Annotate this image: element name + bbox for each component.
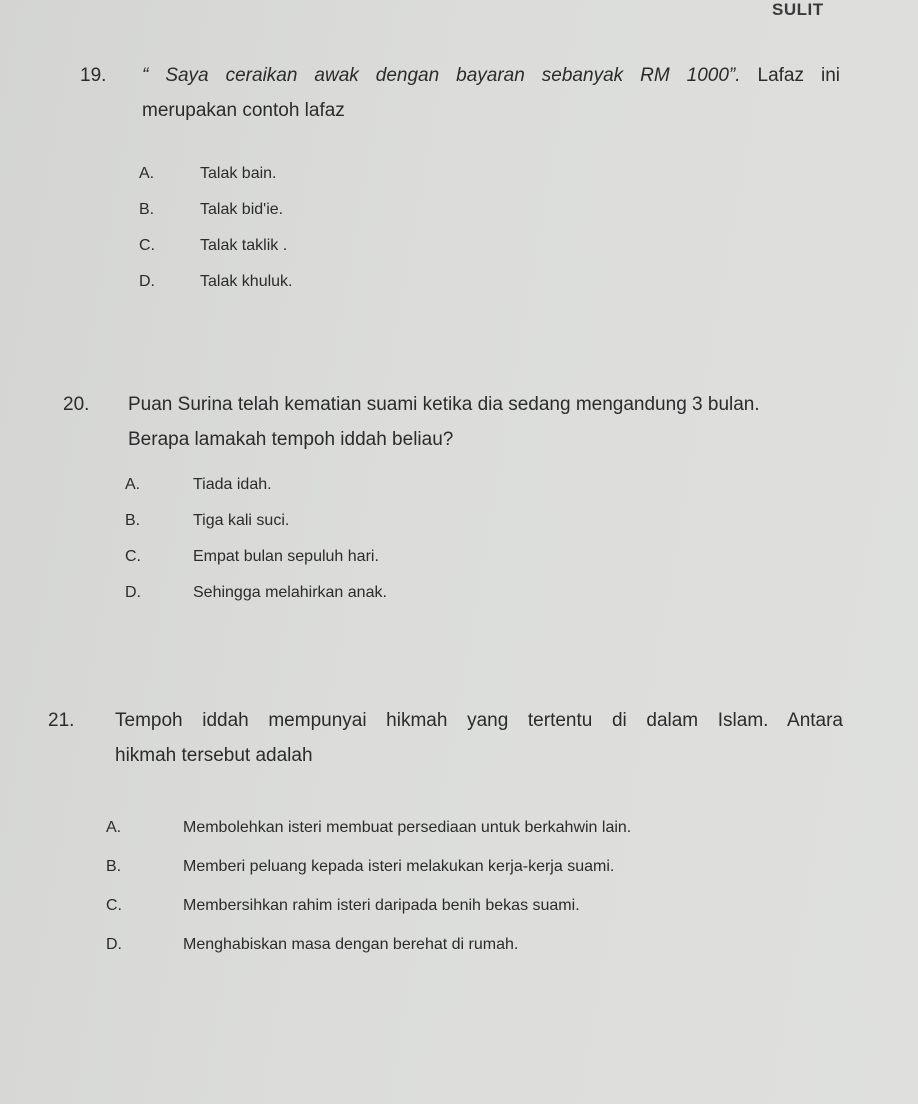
question-number: 20.: [63, 394, 90, 415]
option-letter: B.: [106, 858, 122, 875]
header-sulit: SULIT: [772, 0, 824, 19]
question-text-line2: Berapa lamakah tempoh iddah beliau?: [128, 429, 454, 450]
options-20: [125, 476, 625, 620]
option-letter: B.: [125, 512, 141, 529]
option-text: Talak taklik .: [200, 237, 288, 254]
option-letter: C.: [139, 237, 155, 254]
option-letter: D.: [139, 273, 155, 290]
question-number: 21.: [48, 710, 75, 731]
option-text: Tiada idah.: [193, 476, 272, 493]
option-text: Membolehkan isteri membuat persediaan untuk berkahwin lain.: [183, 819, 632, 836]
option-letter: C.: [125, 548, 141, 565]
question-19: [80, 58, 840, 138]
question-text-line1: Tempoh iddah mempunyai hikmah yang tertentu di dalam Islam. Antara: [115, 710, 843, 731]
question-text-line2: hikmah tersebut adalah: [115, 745, 313, 766]
option-c[interactable]: [106, 897, 866, 936]
option-letter: A.: [139, 165, 155, 182]
option-text: Talak bid'ie.: [200, 201, 284, 218]
option-b[interactable]: [139, 201, 639, 237]
option-letter: A.: [106, 819, 122, 836]
option-c[interactable]: [139, 237, 639, 273]
option-d[interactable]: [125, 584, 625, 620]
question-text: [115, 703, 843, 773]
option-text: Talak bain.: [200, 165, 277, 182]
question-quote: “ Saya ceraikan awak dengan bayaran sebanyak RM 1000”.: [142, 65, 741, 86]
option-a[interactable]: [125, 476, 625, 512]
question-text-line2: merupakan contoh lafaz: [142, 100, 345, 121]
option-c[interactable]: [125, 548, 625, 584]
options-21: [106, 819, 866, 975]
option-text: Menghabiskan masa dengan berehat di rumah.: [183, 936, 519, 953]
question-text-rest: Lafaz ini: [740, 65, 840, 86]
option-text: Talak khuluk.: [200, 273, 293, 290]
option-text: Sehingga melahirkan anak.: [193, 584, 387, 601]
option-letter: B.: [139, 201, 155, 218]
option-letter: D.: [125, 584, 141, 601]
question-21: [48, 703, 843, 783]
option-a[interactable]: [106, 819, 866, 858]
question-20: [63, 387, 863, 467]
option-letter: A.: [125, 476, 141, 493]
options-19: [139, 165, 639, 309]
option-text: Membersihkan rahim isteri daripada benih bekas suami.: [183, 897, 580, 914]
option-b[interactable]: [106, 858, 866, 897]
question-text: [142, 58, 840, 128]
option-text: Tiga kali suci.: [193, 512, 290, 529]
option-d[interactable]: [139, 273, 639, 309]
option-text: Empat bulan sepuluh hari.: [193, 548, 379, 565]
question-text: [128, 387, 863, 457]
option-d[interactable]: [106, 936, 866, 975]
question-text-line1: Puan Surina telah kematian suami ketika dia sedang mengandung 3 bulan.: [128, 394, 760, 415]
option-b[interactable]: [125, 512, 625, 548]
option-a[interactable]: [139, 165, 639, 201]
option-letter: D.: [106, 936, 122, 953]
question-number: 19.: [80, 65, 107, 86]
option-text: Memberi peluang kepada isteri melakukan kerja-kerja suami.: [183, 858, 615, 875]
option-letter: C.: [106, 897, 122, 914]
